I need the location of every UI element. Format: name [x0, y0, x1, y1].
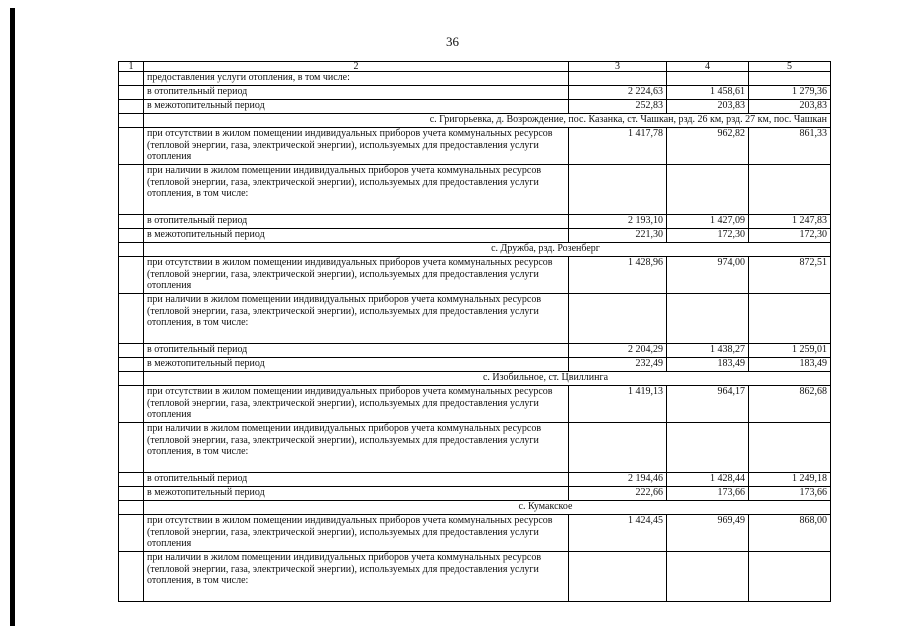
- value-cell-c5: [749, 423, 831, 473]
- header-row: [119, 62, 831, 72]
- table-row: [119, 515, 831, 552]
- table-row: [119, 86, 831, 100]
- value-cell-c4: [667, 294, 749, 344]
- value-cell-c5: 173,66: [749, 487, 831, 501]
- value-cell-c5: [749, 165, 831, 215]
- value-cell-c4: [667, 423, 749, 473]
- header-cell-4: 4: [667, 62, 749, 72]
- row-label: при отсутствии в жилом помещении индивидуальных приборов учета коммунальных ресурсов (тепловой энергии, газа, электрической энергии), используемых для предоставления услуги отопления: [144, 257, 569, 294]
- header-cell-5: 5: [749, 62, 831, 72]
- row-label: в отопительный период: [144, 86, 569, 100]
- value-cell-c3: 1 428,96: [569, 257, 667, 294]
- empty-cell: [119, 372, 144, 386]
- value-cell-c3: 1 419,13: [569, 386, 667, 423]
- header-cell-3: 3: [569, 62, 667, 72]
- row-label: при отсутствии в жилом помещении индивидуальных приборов учета коммунальных ресурсов (тепловой энергии, газа, электрической энергии), используемых для предоставления услуги отопления: [144, 515, 569, 552]
- row-label: в межотопительный период: [144, 358, 569, 372]
- empty-cell: [119, 243, 144, 257]
- table-row: [119, 100, 831, 114]
- table-row: [119, 128, 831, 165]
- empty-cell: [119, 386, 144, 423]
- value-cell-c4: [667, 552, 749, 602]
- value-cell-c4: 969,49: [667, 515, 749, 552]
- row-label: в отопительный период: [144, 215, 569, 229]
- empty-cell: [119, 165, 144, 215]
- value-cell-c5: 868,00: [749, 515, 831, 552]
- empty-cell: [119, 257, 144, 294]
- row-label: при отсутствии в жилом помещении индивидуальных приборов учета коммунальных ресурсов (тепловой энергии, газа, электрической энергии), используемых для предоставления услуги отопления: [144, 128, 569, 165]
- table-row: [119, 423, 831, 473]
- section-title: с. Изобильное, ст. Цвиллинга: [144, 372, 831, 386]
- value-cell-c3: [569, 423, 667, 473]
- table-row: [119, 487, 831, 501]
- row-label: предоставления услуги отопления, в том числе:: [144, 72, 569, 86]
- value-cell-c4: 1 438,27: [667, 344, 749, 358]
- row-label: при наличии в жилом помещении индивидуальных приборов учета коммунальных ресурсов (тепловой энергии, газа, электрической энергии), используемых для предоставления услуги отопления, в том числе:: [144, 423, 569, 473]
- empty-cell: [119, 86, 144, 100]
- value-cell-c5: 862,68: [749, 386, 831, 423]
- value-cell-c5: 1 279,36: [749, 86, 831, 100]
- value-cell-c3: 2 193,10: [569, 215, 667, 229]
- table-row: [119, 215, 831, 229]
- value-cell-c4: 964,17: [667, 386, 749, 423]
- row-label: в межотопительный период: [144, 100, 569, 114]
- row-label: в межотопительный период: [144, 229, 569, 243]
- row-label: при наличии в жилом помещении индивидуальных приборов учета коммунальных ресурсов (тепловой энергии, газа, электрической энергии), используемых для предоставления услуги отопления, в том числе:: [144, 165, 569, 215]
- empty-cell: [119, 128, 144, 165]
- table-body: [119, 62, 831, 602]
- table-row: [119, 358, 831, 372]
- row-label: в межотопительный период: [144, 487, 569, 501]
- row-label: в отопительный период: [144, 473, 569, 487]
- empty-cell: [119, 473, 144, 487]
- value-cell-c3: 2 224,63: [569, 86, 667, 100]
- empty-cell: [119, 487, 144, 501]
- row-label: в отопительный период: [144, 344, 569, 358]
- empty-cell: [119, 501, 144, 515]
- value-cell-c5: [749, 552, 831, 602]
- row-label: при наличии в жилом помещении индивидуальных приборов учета коммунальных ресурсов (тепловой энергии, газа, электрической энергии), используемых для предоставления услуги отопления, в том числе:: [144, 294, 569, 344]
- value-cell-c5: 203,83: [749, 100, 831, 114]
- value-cell-c3: 1 417,78: [569, 128, 667, 165]
- value-cell-c4: [667, 72, 749, 86]
- value-cell-c3: 222,66: [569, 487, 667, 501]
- value-cell-c4: 974,00: [667, 257, 749, 294]
- value-cell-c3: 221,30: [569, 229, 667, 243]
- row-label: при отсутствии в жилом помещении индивидуальных приборов учета коммунальных ресурсов (тепловой энергии, газа, электрической энергии), используемых для предоставления услуги отопления: [144, 386, 569, 423]
- value-cell-c4: 183,49: [667, 358, 749, 372]
- value-cell-c4: 1 458,61: [667, 86, 749, 100]
- section-row: [119, 372, 831, 386]
- tariff-table: [118, 61, 831, 602]
- empty-cell: [119, 100, 144, 114]
- empty-cell: [119, 515, 144, 552]
- table-row: [119, 386, 831, 423]
- value-cell-c4: 1 427,09: [667, 215, 749, 229]
- table-row: [119, 257, 831, 294]
- value-cell-c5: 872,51: [749, 257, 831, 294]
- empty-cell: [119, 423, 144, 473]
- value-cell-c5: 1 247,83: [749, 215, 831, 229]
- value-cell-c5: 1 249,18: [749, 473, 831, 487]
- empty-cell: [119, 294, 144, 344]
- table-row: [119, 165, 831, 215]
- value-cell-c5: 183,49: [749, 358, 831, 372]
- empty-cell: [119, 344, 144, 358]
- value-cell-c5: 861,33: [749, 128, 831, 165]
- value-cell-c5: 1 259,01: [749, 344, 831, 358]
- section-row: [119, 243, 831, 257]
- header-cell-2: 2: [144, 62, 569, 72]
- value-cell-c3: 1 424,45: [569, 515, 667, 552]
- value-cell-c4: 203,83: [667, 100, 749, 114]
- value-cell-c3: 232,49: [569, 358, 667, 372]
- value-cell-c4: 962,82: [667, 128, 749, 165]
- table-row: [119, 552, 831, 602]
- empty-cell: [119, 114, 144, 128]
- value-cell-c3: [569, 294, 667, 344]
- value-cell-c3: [569, 165, 667, 215]
- value-cell-c4: 173,66: [667, 487, 749, 501]
- empty-cell: [119, 358, 144, 372]
- value-cell-c3: 2 204,29: [569, 344, 667, 358]
- page-number: 36: [446, 34, 459, 49]
- empty-cell: [119, 215, 144, 229]
- header-cell-1: 1: [119, 62, 144, 72]
- value-cell-c4: 172,30: [667, 229, 749, 243]
- value-cell-c3: [569, 72, 667, 86]
- table-row: [119, 473, 831, 487]
- table-row: [119, 229, 831, 243]
- value-cell-c5: [749, 72, 831, 86]
- empty-cell: [119, 72, 144, 86]
- value-cell-c5: 172,30: [749, 229, 831, 243]
- value-cell-c3: [569, 552, 667, 602]
- empty-cell: [119, 552, 144, 602]
- table-row: [119, 72, 831, 86]
- section-title: с. Дружба, рзд. Розенберг: [144, 243, 831, 257]
- section-row: [119, 501, 831, 515]
- value-cell-c5: [749, 294, 831, 344]
- row-label: при наличии в жилом помещении индивидуальных приборов учета коммунальных ресурсов (тепловой энергии, газа, электрической энергии), используемых для предоставления услуги отопления, в том числе:: [144, 552, 569, 602]
- binding-bar: [10, 8, 15, 626]
- value-cell-c3: 2 194,46: [569, 473, 667, 487]
- value-cell-c4: [667, 165, 749, 215]
- section-title: с. Кумакское: [144, 501, 831, 515]
- table-row: [119, 294, 831, 344]
- section-row: [119, 114, 831, 128]
- empty-cell: [119, 229, 144, 243]
- value-cell-c3: 252,83: [569, 100, 667, 114]
- table-row: [119, 344, 831, 358]
- value-cell-c4: 1 428,44: [667, 473, 749, 487]
- section-title: с. Григорьевка, д. Возрождение, пос. Казанка, ст. Чашкан, рзд. 26 км, рзд. 27 км, пос. Чашкан: [144, 114, 831, 128]
